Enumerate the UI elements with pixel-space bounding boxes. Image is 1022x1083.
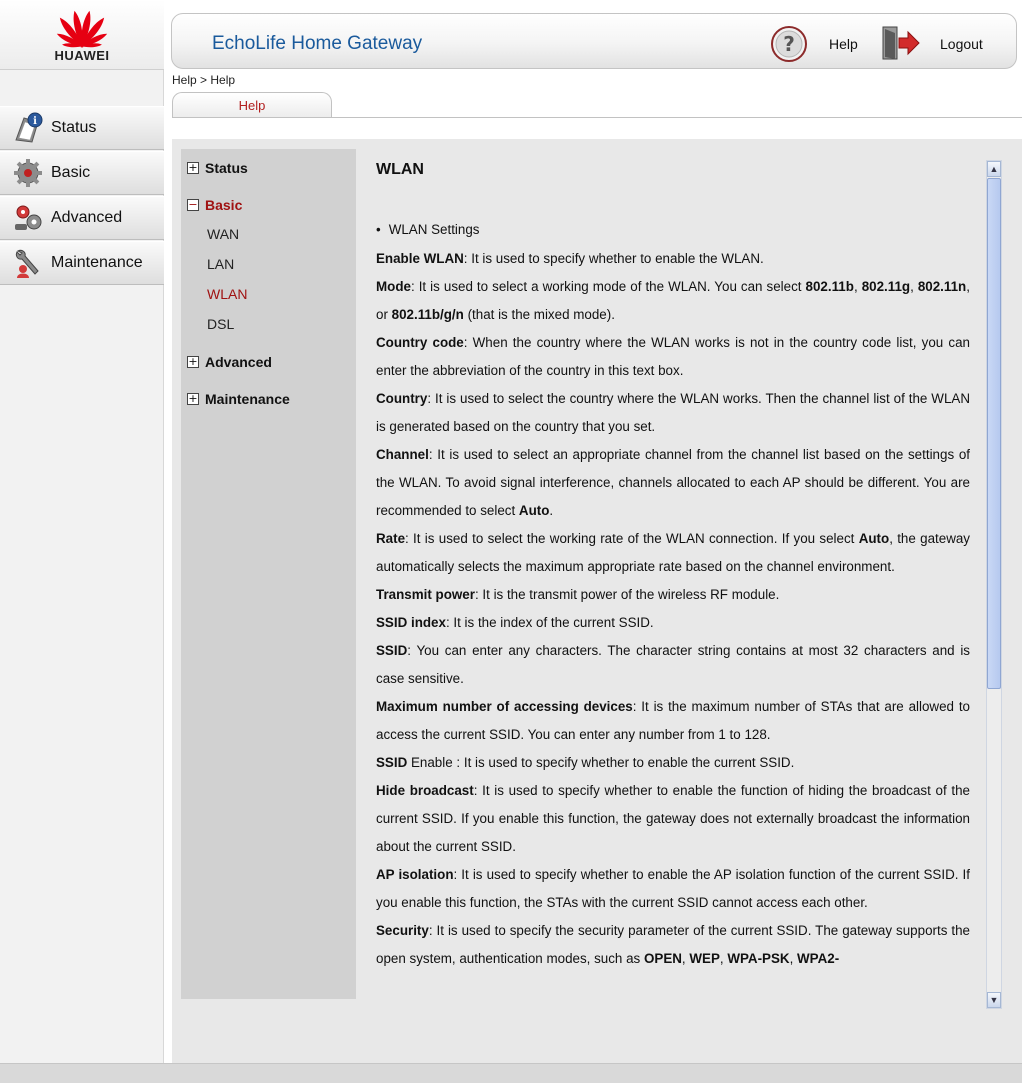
help-paragraphs: [376, 245, 970, 973]
expand-icon[interactable]: +: [188, 161, 198, 174]
help-text: Enable : It is used to specify whether to enable the current SSID.: [407, 755, 795, 770]
help-paragraph: [376, 441, 970, 525]
section-bullet: • WLAN Settings: [376, 222, 480, 237]
sidebar-item-status[interactable]: [0, 106, 164, 150]
help-text: : It is used to select a working mode of the WLAN. You can select: [410, 279, 806, 294]
help-option: 802.11b: [805, 279, 854, 294]
help-tree: [181, 149, 356, 999]
help-text: : It is the maximum number of STAs that are allowed to access the current SSID. You can enter any number from 1 to 128.: [376, 699, 970, 742]
scroll-up-button[interactable]: ▲: [987, 161, 1001, 177]
sidebar: [0, 0, 164, 1083]
help-term: AP isolation: [376, 867, 454, 882]
help-option: 802.11b/g/n: [391, 307, 464, 322]
tree-node-maintenance[interactable]: [187, 390, 290, 408]
help-text: .: [549, 503, 554, 518]
help-option: 802.11g: [861, 279, 911, 294]
help-option: WPA-PSK: [727, 951, 790, 966]
help-text: : When the country where the WLAN works is not in the country code list, you can enter the abbreviation of the country in this text box.: [376, 335, 970, 378]
help-term: Mode: [376, 279, 411, 294]
tab-divider: [172, 117, 1022, 118]
tree-item-wan[interactable]: WAN: [207, 226, 240, 242]
help-paragraph: [376, 749, 970, 777]
tree-node-status[interactable]: [187, 159, 248, 177]
help-option: Auto: [518, 503, 550, 518]
help-text: : It is used to specify whether to enable the function of hiding the broadcast of the current SSID. If you enable this function, the gateway does not externally broadcast the information about the current SSID.: [376, 783, 970, 854]
help-paragraph: [376, 609, 970, 637]
tree-node-label: Status: [205, 160, 248, 176]
help-text: (that is the mixed mode).: [463, 307, 615, 322]
tree-node-label: Maintenance: [205, 391, 290, 407]
help-paragraph: [376, 637, 970, 693]
help-option: WPA2-: [797, 951, 840, 966]
help-icon[interactable]: [770, 25, 808, 68]
huawei-logo: [0, 0, 164, 70]
breadcrumb: Help > Help: [172, 73, 236, 87]
help-term: SSID: [376, 643, 408, 658]
help-text: : It is the index of the current SSID.: [445, 615, 654, 630]
sidebar-item-advanced[interactable]: [0, 196, 164, 240]
help-paragraph: [376, 861, 970, 917]
logout-icon[interactable]: [881, 25, 921, 66]
help-term: Channel: [376, 447, 429, 462]
tree-node-label: Basic: [205, 197, 243, 213]
help-term: Maximum number of accessing devices: [376, 699, 633, 714]
help-text: : It is used to specify whether to enable the AP isolation function of the current SSID. If you enable this function, the STAs with the current SSID cannot access each other.: [376, 867, 970, 910]
advanced-tools-icon: [10, 200, 46, 236]
help-paragraph: [376, 329, 970, 385]
content-title: WLAN: [376, 161, 424, 178]
help-text: : It is used to select an appropriate channel from the channel list based on the settings of the WLAN. To avoid signal interference, channels allocated to each AP should be different. You are recommended to select: [376, 447, 970, 518]
expand-icon[interactable]: +: [188, 392, 198, 405]
help-option: WEP: [689, 951, 720, 966]
gear-icon: [10, 155, 46, 191]
scroll-down-button[interactable]: ▼: [987, 992, 1001, 1008]
help-content: [376, 149, 970, 1009]
brand-name: HUAWEI: [54, 48, 110, 63]
help-text: : It is used to select the country where the WLAN works. Then the channel list of the WLAN is generated based on the country that you set.: [376, 391, 970, 434]
help-text: ,: [719, 951, 728, 966]
tree-item-lan[interactable]: LAN: [207, 256, 235, 272]
help-term: Security: [376, 923, 429, 938]
help-term: Country code: [376, 335, 464, 350]
scroll-thumb[interactable]: [987, 178, 1001, 689]
wrench-person-icon: [10, 245, 46, 281]
status-icon: [10, 110, 46, 146]
help-text: : It is used to specify whether to enable the WLAN.: [463, 251, 764, 266]
sidebar-item-label: Basic: [51, 164, 91, 181]
tab-help[interactable]: Help: [172, 92, 332, 118]
main-panel: [172, 139, 1022, 1063]
sidebar-item-label: Maintenance: [51, 254, 143, 271]
tree-item-wlan[interactable]: WLAN: [207, 286, 248, 302]
huawei-flower-icon: [50, 6, 114, 50]
help-term: SSID: [376, 755, 408, 770]
tree-node-label: Advanced: [205, 354, 272, 370]
help-term: Rate: [376, 531, 406, 546]
app-title: EchoLife Home Gateway: [212, 33, 423, 54]
sidebar-item-basic[interactable]: [0, 151, 164, 195]
help-text: : It is used to specify the security parameter of the current SSID. The gateway supports the open system, authentication modes, such as: [376, 923, 970, 966]
sidebar-item-label: Advanced: [51, 209, 123, 226]
logout-link[interactable]: Logout: [940, 36, 983, 52]
help-option: Auto: [858, 531, 890, 546]
footer-bar: [0, 1063, 1022, 1083]
tree-node-basic[interactable]: [187, 196, 242, 214]
help-text: : You can enter any characters. The character string contains at most 32 characters and is case sensitive.: [376, 643, 970, 686]
help-paragraph: [376, 917, 970, 973]
help-term: Transmit power: [376, 587, 475, 602]
help-text: , the gateway automatically selects the maximum appropriate rate based on the channel environment.: [376, 531, 970, 574]
help-text: : It is used to select the working rate of the WLAN connection. If you select: [405, 531, 859, 546]
tree-node-advanced[interactable]: [187, 353, 272, 371]
help-paragraph: [376, 777, 970, 861]
help-text: ,: [789, 951, 798, 966]
help-option: 802.11n: [917, 279, 967, 294]
help-term: Hide broadcast: [376, 783, 474, 798]
collapse-icon[interactable]: −: [188, 198, 198, 211]
svg-text:?: ?: [783, 32, 795, 56]
help-paragraph: [376, 525, 970, 581]
help-text: ,: [910, 279, 918, 294]
header-bar: [171, 13, 1017, 69]
help-term: Enable WLAN: [376, 251, 464, 266]
help-text: ,: [681, 951, 690, 966]
help-text: : It is the transmit power of the wireless RF module.: [474, 587, 780, 602]
help-paragraph: [376, 385, 970, 441]
help-text: , or: [376, 279, 970, 322]
help-paragraph: [376, 581, 970, 609]
help-link[interactable]: Help: [829, 36, 858, 52]
tree-item-dsl[interactable]: DSL: [207, 316, 235, 332]
content-scrollbar[interactable]: [986, 160, 1002, 1009]
help-text: ,: [853, 279, 862, 294]
help-term: Country: [376, 391, 428, 406]
sidebar-item-maintenance[interactable]: [0, 241, 164, 285]
help-paragraph: [376, 693, 970, 749]
svg-text:i: i: [33, 116, 37, 127]
help-term: SSID index: [376, 615, 446, 630]
sidebar-item-label: Status: [51, 119, 97, 136]
help-option: OPEN: [643, 951, 682, 966]
expand-icon[interactable]: +: [188, 355, 198, 368]
help-paragraph: [376, 273, 970, 329]
help-paragraph: [376, 245, 970, 273]
